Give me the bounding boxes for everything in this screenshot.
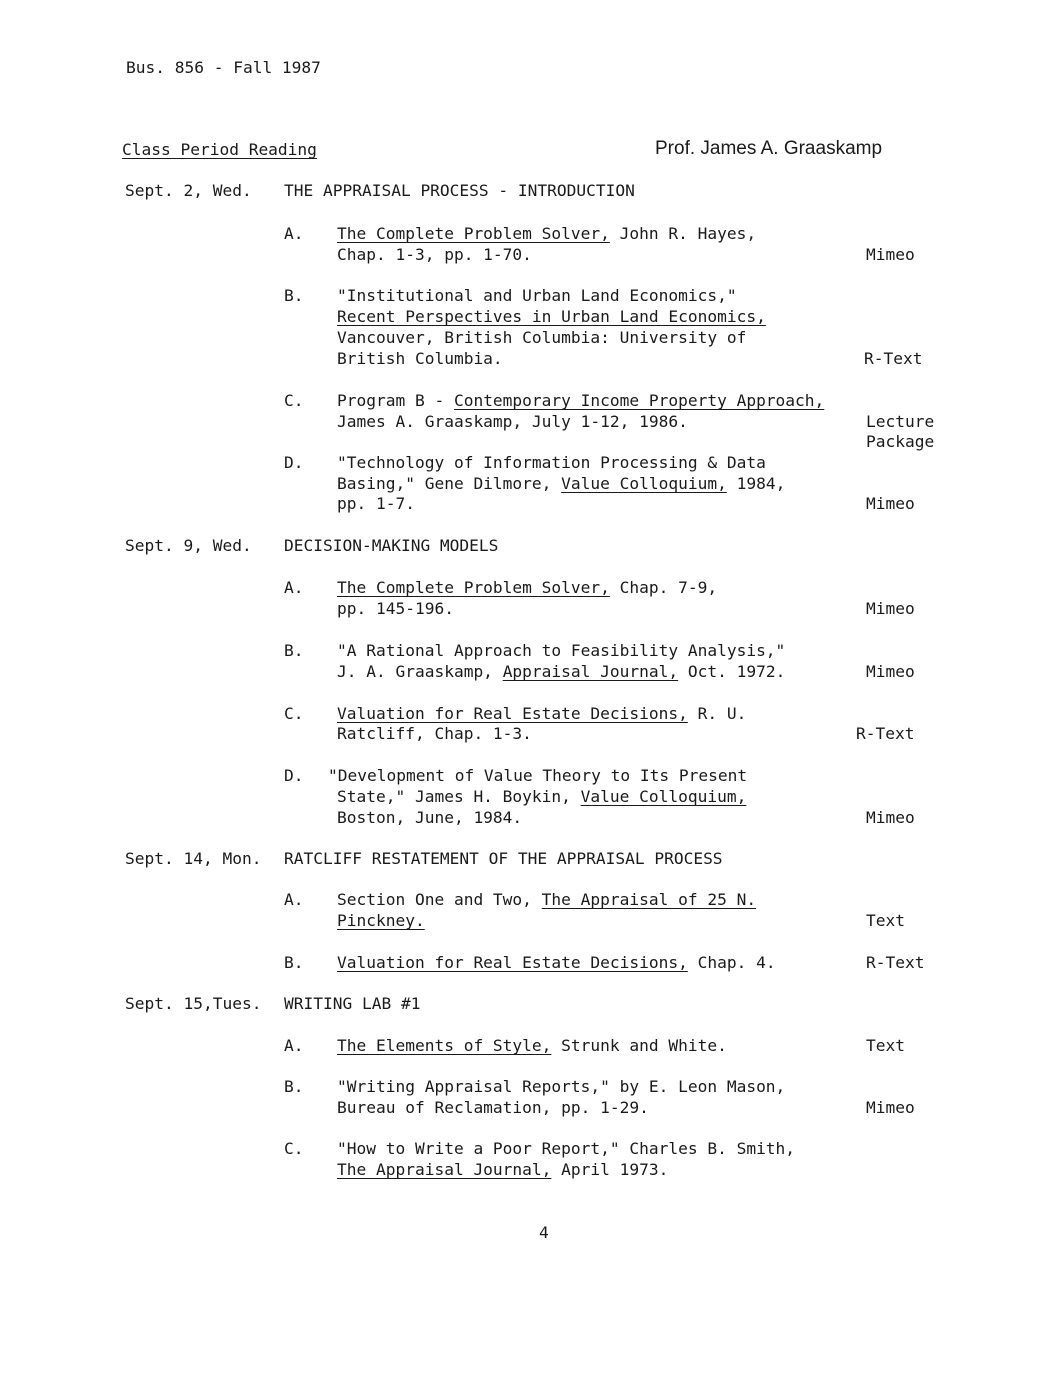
item-type: Mimeo xyxy=(866,494,915,513)
underlined-title: Contemporary Income Property Approach, xyxy=(453,391,825,410)
item-type: Text xyxy=(866,1036,905,1055)
item-letter: D. xyxy=(284,453,304,472)
item-line: Ratcliff, Chap. 1-3. xyxy=(337,724,532,743)
item-letter: B. xyxy=(284,286,304,305)
item-line: The Appraisal Journal, April 1973. xyxy=(337,1160,669,1179)
underlined-title: Recent Perspectives in Urban Land Economics, xyxy=(337,307,766,326)
item-line: James A. Graaskamp, July 1-12, 1986. xyxy=(337,412,688,431)
item-type: Mimeo xyxy=(866,808,915,827)
underlined-title: Valuation for Real Estate Decisions, xyxy=(337,704,688,723)
item-line: "Writing Appraisal Reports," by E. Leon Mason, xyxy=(337,1077,786,1096)
course-header: Bus. 856 - Fall 1987 xyxy=(126,58,321,77)
item-line: "How to Write a Poor Report," Charles B. Smith, xyxy=(337,1139,796,1158)
item-line: pp. 1-7. xyxy=(337,494,415,513)
item-line: "Development of Value Theory to Its Present xyxy=(328,766,748,785)
item-letter: C. xyxy=(284,704,304,723)
item-letter: C. xyxy=(284,1139,304,1158)
item-line: Vancouver, British Columbia: University of xyxy=(337,328,747,347)
item-letter: A. xyxy=(284,578,304,597)
item-line: Section One and Two, The Appraisal of 25 N. xyxy=(337,890,757,909)
item-line: Basing," Gene Dilmore, Value Colloquium, 1984, xyxy=(337,474,786,493)
item-line: "A Rational Approach to Feasibility Analysis," xyxy=(337,641,786,660)
item-letter: A. xyxy=(284,224,304,243)
item-type: R-Text xyxy=(866,953,925,972)
item-type: Mimeo xyxy=(866,245,915,264)
item-line: State," James H. Boykin, Value Colloquium, xyxy=(337,787,747,806)
session-date: Sept. 2, Wed. xyxy=(125,181,252,200)
item-type: R-Text xyxy=(856,724,915,743)
item-type: Text xyxy=(866,911,905,930)
item-letter: D. xyxy=(284,766,304,785)
item-line: The Complete Problem Solver, Chap. 7-9, xyxy=(337,578,718,597)
item-line: Boston, June, 1984. xyxy=(337,808,523,827)
item-line: "Institutional and Urban Land Economics," xyxy=(337,286,737,305)
item-line: The Complete Problem Solver, John R. Hayes, xyxy=(337,224,757,243)
item-letter: A. xyxy=(284,890,304,909)
item-letter: A. xyxy=(284,1036,304,1055)
item-type: Mimeo xyxy=(866,1098,915,1117)
underlined-title: The Complete Problem Solver, xyxy=(337,578,610,597)
item-line: Chap. 1-3, pp. 1-70. xyxy=(337,245,532,264)
session-date: Sept. 9, Wed. xyxy=(125,536,252,555)
session-topic: THE APPRAISAL PROCESS - INTRODUCTION xyxy=(284,181,635,200)
session-topic: RATCLIFF RESTATEMENT OF THE APPRAISAL PROCESS xyxy=(284,849,723,868)
session-topic: DECISION-MAKING MODELS xyxy=(284,536,499,555)
underlined-title: The Elements of Style, xyxy=(337,1036,552,1055)
item-letter: B. xyxy=(284,953,304,972)
item-type: Lecture xyxy=(866,412,935,431)
item-type: R-Text xyxy=(864,349,923,368)
item-letter: C. xyxy=(284,391,304,410)
session-date: Sept. 15,Tues. xyxy=(125,994,262,1013)
professor-name: Prof. James A. Graaskamp xyxy=(655,138,883,159)
session-date: Sept. 14, Mon. xyxy=(125,849,262,868)
item-line: Valuation for Real Estate Decisions, Chap. 4. xyxy=(337,953,776,972)
item-letter: B. xyxy=(284,1077,304,1096)
item-line: Bureau of Reclamation, pp. 1-29. xyxy=(337,1098,649,1117)
item-type: Mimeo xyxy=(866,599,915,618)
item-type: Package xyxy=(866,432,935,451)
item-type: Mimeo xyxy=(866,662,915,681)
item-line: The Elements of Style, Strunk and White. xyxy=(337,1036,727,1055)
underlined-title: The Appraisal of 25 N. xyxy=(541,890,757,909)
underlined-title: The Complete Problem Solver, xyxy=(337,224,610,243)
item-line: Valuation for Real Estate Decisions, R. U. xyxy=(337,704,747,723)
item-line: "Technology of Information Processing & Data xyxy=(337,453,766,472)
page-number: 4 xyxy=(539,1223,549,1242)
underlined-title: Appraisal Journal, xyxy=(502,662,679,681)
underlined-title: Pinckney. xyxy=(337,911,425,930)
column-label: Class Period Reading xyxy=(122,140,317,159)
underlined-title: Value Colloquium, xyxy=(580,787,747,806)
item-line: Program B - Contemporary Income Property Approach, xyxy=(337,391,825,410)
session-topic: WRITING LAB #1 xyxy=(284,994,421,1013)
item-letter: B. xyxy=(284,641,304,660)
item-line: J. A. Graaskamp, Appraisal Journal, Oct. 1972. xyxy=(337,662,786,681)
underlined-title: Value Colloquium, xyxy=(561,474,727,493)
item-line: British Columbia. xyxy=(337,349,503,368)
item-line: pp. 145-196. xyxy=(337,599,454,618)
underlined-title: The Appraisal Journal, xyxy=(337,1160,552,1179)
underlined-title: Valuation for Real Estate Decisions, xyxy=(337,953,688,972)
